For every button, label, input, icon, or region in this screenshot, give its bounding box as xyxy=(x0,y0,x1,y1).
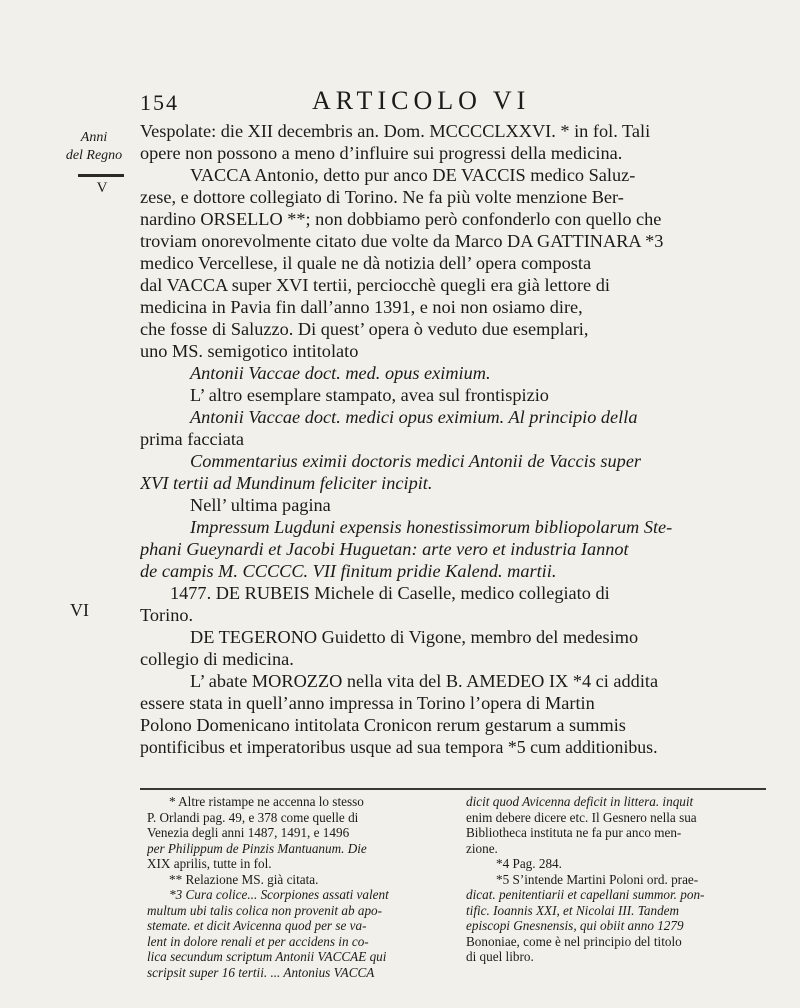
quoted-incipit: XVI tertii ad Mundinum feliciter incipit. xyxy=(140,473,433,493)
margin-del-regno: del Regno xyxy=(65,148,123,163)
page-number: 154 xyxy=(140,90,179,115)
quoted-colophon: phani Gueynardi et Jacobi Huguetan: arte vero et industria Iannot xyxy=(140,539,629,559)
footnote-line: *5 S’intende Martini Poloni ord. prae- xyxy=(496,871,699,887)
text-line: DE TEGERONO Guidetto di Vigone, membro del medesimo xyxy=(190,627,639,647)
text-line: L’ altro esemplare stampato, avea sul frontispizio xyxy=(190,385,549,405)
text-line: VACCA Antonio, detto pur anco DE VACCIS medico Saluz- xyxy=(190,165,636,185)
footnote-line: *3 Cura colice... Scorpiones assati valent xyxy=(169,887,389,902)
footnote-line: P. Orlandi pag. 49, e 378 come quelle di xyxy=(147,809,359,825)
margin-rule xyxy=(78,174,124,177)
quoted-colophon: Impressum Lugduni expensis honestissimorum bibliopolarum Ste- xyxy=(190,517,673,537)
margin-anni: Anni xyxy=(80,130,108,145)
text-line: nardino ORSELLO **; non dobbiamo però confonderlo con quello che xyxy=(140,209,662,229)
footnote-line: Bononiae, come è nel principio del titolo xyxy=(466,933,682,949)
text-line: 1477. DE RUBEIS Michele di Caselle, medico collegiato di xyxy=(170,583,610,603)
footnote-line: Venezia degli anni 1487, 1491, e 1496 xyxy=(147,825,350,840)
text-line: che fosse di Saluzzo. Di quest’ opera ò veduto due esemplari, xyxy=(140,319,589,339)
text-line: zese, e dottore collegiato di Torino. Ne fa più volte menzione Ber- xyxy=(140,187,624,207)
footnote-line: lent in dolore renali et per accidens in co- xyxy=(147,933,369,949)
footnote-line: Bibliotheca instituta ne fa pur anco men- xyxy=(466,825,682,840)
footnote-line: scripsit super 16 tertii. ... Antonius VACCA xyxy=(147,964,375,980)
footnote-line: *4 Pag. 284. xyxy=(496,856,562,871)
text-line: troviam onorevolmente citato due volte da Marco DA GATTINARA *3 xyxy=(140,231,664,251)
text-line: essere stata in quell’anno impressa in Torino l’opera di Martin xyxy=(140,693,595,713)
footnote-line: enim debere dicere etc. Il Gesnero nella sua xyxy=(466,809,697,825)
footnote-line: lica secundum scriptum Antonii VACCAE qui xyxy=(147,949,387,964)
text-line: Nell’ ultima pagina xyxy=(190,495,331,515)
footnote-line: dicit quod Avicenna deficit in littera. inquit xyxy=(466,794,694,809)
text-line: pontificibus et imperatoribus usque ad sua tempora *5 cum additionibus. xyxy=(140,737,658,757)
footnote-line: zione. xyxy=(466,840,498,856)
body-text xyxy=(140,120,760,758)
footnote-rule xyxy=(140,788,766,790)
footnotes-right-column xyxy=(466,794,766,965)
footnote-line: per Philippum de Pinzis Mantuanum. Die xyxy=(147,840,367,856)
quoted-incipit: Commentarius eximii doctoris medici Antonii de Vaccis super xyxy=(190,451,642,471)
text-line: collegio di medicina. xyxy=(140,649,294,669)
footnote-line: di quel libro. xyxy=(466,949,534,964)
text-line: medicina in Pavia fin dall’anno 1391, e noi non osiamo dire, xyxy=(140,297,583,317)
text-line: medico Vercellese, il quale ne dà notizia dell’ opera composta xyxy=(140,253,592,273)
footnote-line: multum ubi talis colica non provenit ab apo- xyxy=(147,902,383,918)
footnote-line: episcopi Gnesnensis, qui obiit anno 1279 xyxy=(466,918,684,933)
footnote-line: ** Relazione MS. già citata. xyxy=(169,871,319,887)
text-line: uno MS. semigotico intitolato xyxy=(140,341,359,361)
text-line: prima facciata xyxy=(140,429,245,449)
text-line: opere non possono a meno d’influire sui progressi della medicina. xyxy=(140,143,623,163)
quoted-colophon: de campis M. CCCCC. VII finitum pridie Kalend. martii. xyxy=(140,561,557,581)
page-title: ARTICOLO VI xyxy=(312,86,531,115)
quoted-title: Antonii Vaccae doct. medici opus eximium. Al principio della xyxy=(190,407,638,427)
margin-reign-year-v: V xyxy=(96,180,108,196)
footnote-line: * Altre ristampe ne accenna lo stesso xyxy=(169,794,364,809)
text-line: Vespolate: die XII decembris an. Dom. MCCCCLXXVI. * in fol. Tali xyxy=(140,121,651,141)
text-line: Torino. xyxy=(140,605,194,625)
quoted-title: Antonii Vaccae doct. med. opus eximium. xyxy=(190,363,491,383)
footnotes-left-column xyxy=(147,794,447,980)
text-line: dal VACCA super XVI tertii, perciocchè quegli era già lettore di xyxy=(140,275,610,295)
footnote-line: dicat. penitentiarii et capellani summor. pon- xyxy=(466,887,705,902)
running-header xyxy=(0,86,800,122)
footnote-line: XIX aprilis, tutte in fol. xyxy=(147,856,272,871)
text-line: L’ abate MOROZZO nella vita del B. AMEDEO IX *4 ci addita xyxy=(190,671,659,691)
footnote-line: tific. Ioannis XXI, et Nicolai III. Tandem xyxy=(466,902,680,918)
margin-reign-year-vi: VI xyxy=(70,600,89,620)
text-line: Polono Domenicano intitolata Cronicon rerum gestarum a summis xyxy=(140,715,626,735)
footnote-line: stemate. et dicit Avicenna quod per se va- xyxy=(147,918,367,933)
